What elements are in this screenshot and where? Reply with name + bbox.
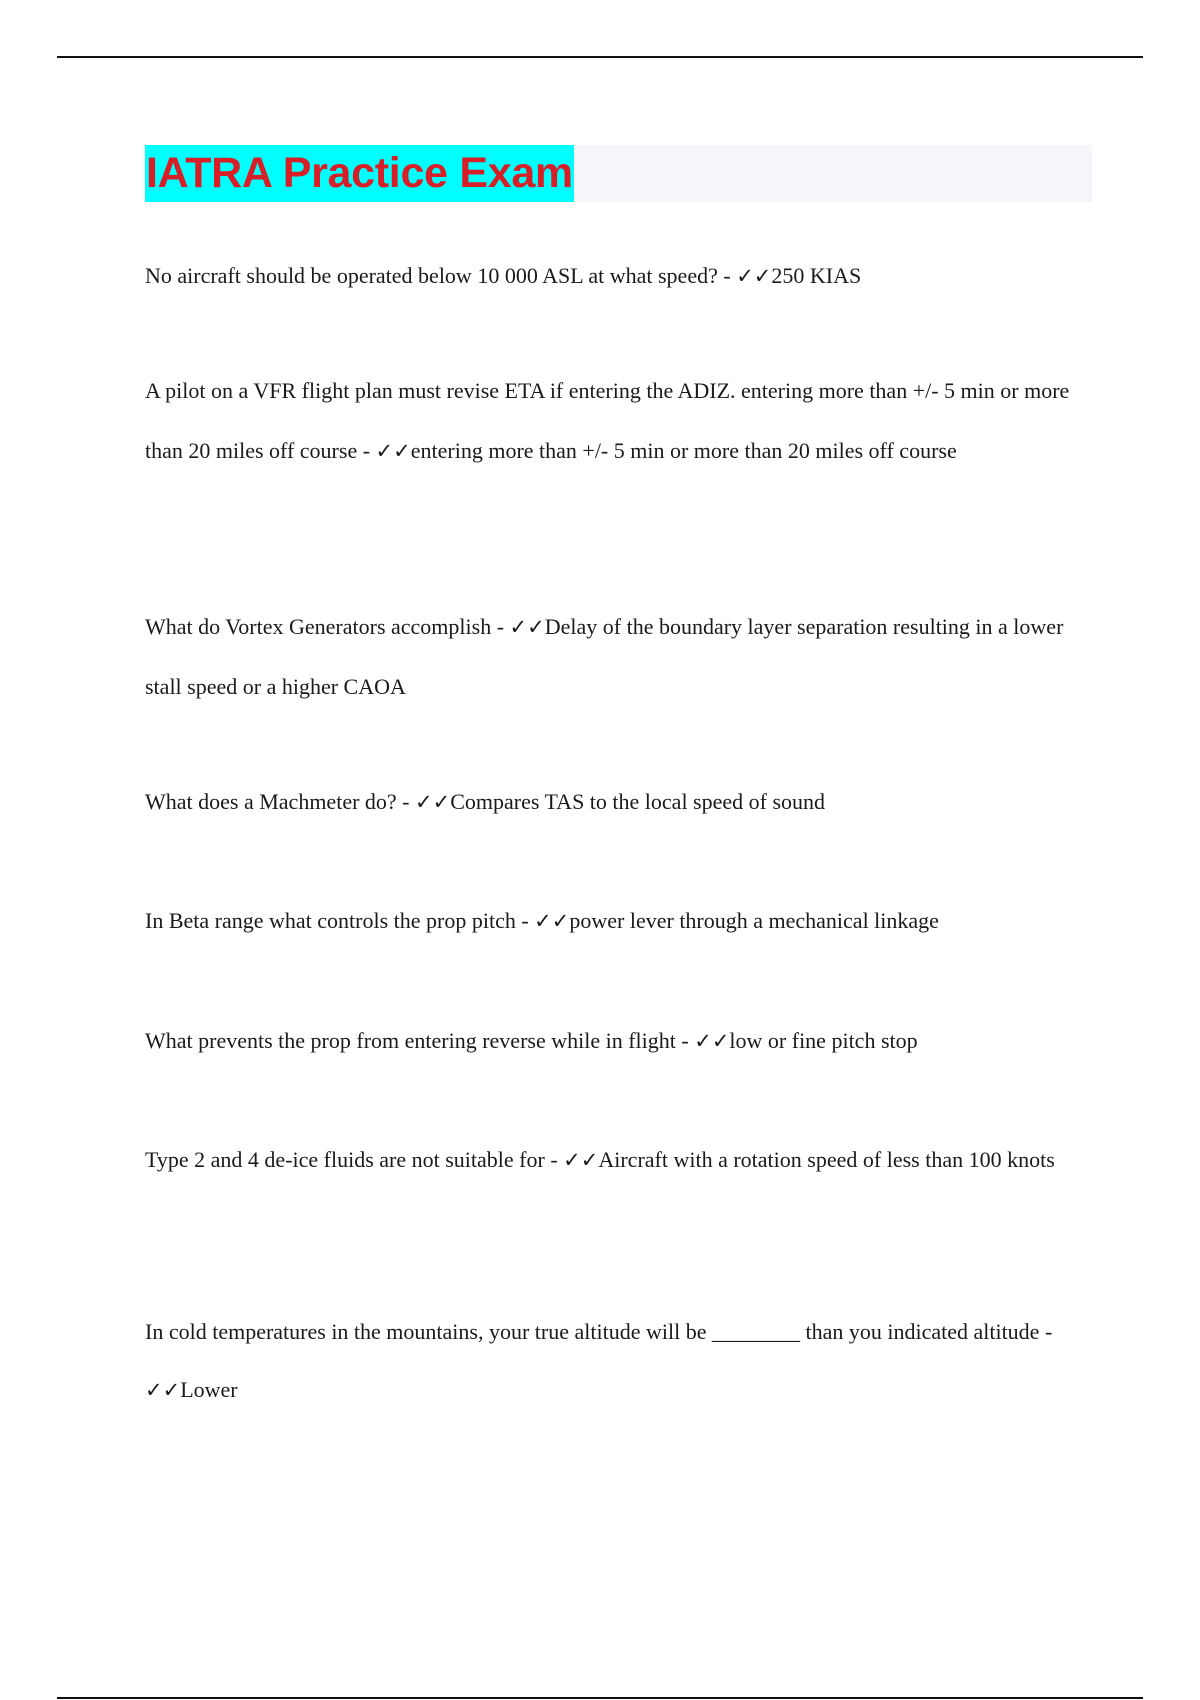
qa-item: [145, 597, 1095, 717]
double-check-icon: ✓✓: [415, 790, 451, 814]
qa-item: [145, 772, 1095, 832]
answer-text: Compares TAS to the local speed of sound: [450, 789, 826, 814]
double-check-icon: ✓✓: [145, 1378, 181, 1402]
qa-item: [145, 1131, 1095, 1189]
double-check-icon: ✓✓: [375, 439, 411, 463]
question-text: What does a Machmeter do?: [145, 789, 397, 814]
document-title: IATRA Practice Exam: [145, 145, 574, 202]
question-text: In cold temperatures in the mountains, your true altitude will be ________ than you indicated altitude: [145, 1319, 1040, 1344]
answer-text: Delay of the boundary layer separation resulting in a lower stall speed or a higher CAOA: [145, 614, 1064, 699]
answer-text: Aircraft with a rotation speed of less than 100 knots: [598, 1147, 1055, 1172]
answer-text: low or fine pitch stop: [729, 1028, 918, 1053]
separator: -: [357, 438, 376, 463]
answer-text: 250 KIAS: [771, 263, 862, 288]
double-check-icon: ✓✓: [563, 1148, 599, 1172]
double-check-icon: ✓✓: [509, 615, 545, 639]
header-rule: [57, 56, 1143, 58]
qa-item: [145, 361, 1095, 481]
question-text: What prevents the prop from entering reverse while in flight: [145, 1028, 676, 1053]
double-check-icon: ✓✓: [694, 1029, 730, 1053]
qa-item: [145, 246, 1095, 306]
separator: -: [717, 263, 737, 288]
footer-rule: [57, 1697, 1143, 1699]
answer-text: entering more than +/- 5 min or more than 20 miles off course: [410, 438, 957, 463]
qa-item: [145, 1011, 1095, 1071]
question-text: What do Vortex Generators accomplish: [145, 614, 492, 639]
question-text: A pilot on a VFR flight plan must revise ETA if entering the ADIZ. entering more than +/- 5 min or more than 20 miles off course: [145, 378, 1070, 463]
separator: -: [675, 1028, 695, 1053]
separator: -: [1039, 1319, 1053, 1344]
question-text: No aircraft should be operated below 10 000 ASL at what speed?: [145, 263, 718, 288]
question-text: In Beta range what controls the prop pitch: [145, 908, 516, 933]
double-check-icon: ✓✓: [534, 909, 570, 933]
separator: -: [396, 789, 415, 814]
separator: -: [491, 614, 510, 639]
qa-item: [145, 891, 1095, 951]
answer-text: Lower: [180, 1377, 238, 1402]
question-text: Type 2 and 4 de-ice fluids are not suitable for: [145, 1147, 545, 1172]
separator: -: [515, 908, 535, 933]
qa-item: [145, 1303, 1095, 1419]
separator: -: [544, 1147, 564, 1172]
answer-text: power lever through a mechanical linkage: [569, 908, 939, 933]
double-check-icon: ✓✓: [736, 264, 772, 288]
